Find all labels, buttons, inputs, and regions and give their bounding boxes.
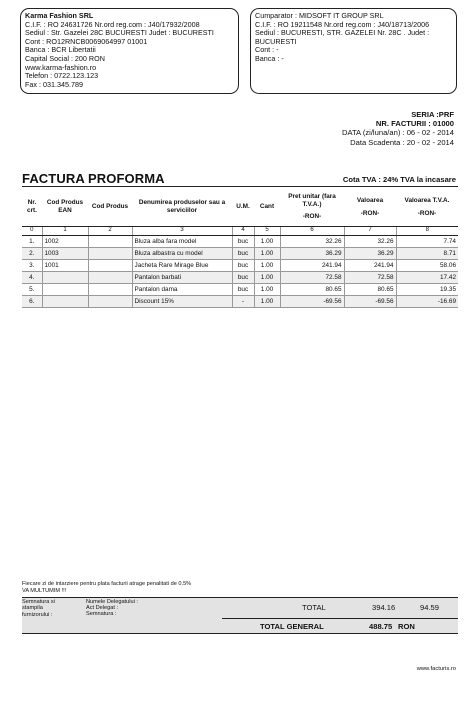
header-denumire: Denumirea produselor sau a serviciilor <box>138 199 226 214</box>
invoice-series: SERIA :PRF <box>411 110 454 119</box>
cell-cant: 1.00 <box>254 283 280 295</box>
header-pret-ron: -RON- <box>302 213 322 221</box>
general-total-label: TOTAL GENERAL <box>260 622 324 631</box>
cell-um: buc <box>232 271 254 283</box>
table-row <box>22 271 458 283</box>
supplier-box <box>20 8 239 94</box>
invoice-due-date: Data Scadenta : 20 - 02 - 2014 <box>350 138 454 147</box>
cell-nr: 6. <box>22 295 42 307</box>
col-num: 8 <box>396 227 458 236</box>
cell-nr: 2. <box>22 247 42 259</box>
cell-cant: 1.00 <box>254 259 280 271</box>
document-title: FACTURA PROFORMA <box>22 171 165 186</box>
col-num: 5 <box>254 227 280 236</box>
cell-pret: -69.56 <box>280 295 344 307</box>
client-cif: C.I.F. : RO 19211548 Nr.ord reg.com : J40/18713/2006 <box>255 19 430 29</box>
supplier-signature-label: Semnatura si stampila furnizorului : <box>22 599 55 618</box>
header-val-ron: -RON- <box>360 209 380 217</box>
cell-denumire: Jacheta Rare Mirage Blue <box>132 259 232 271</box>
delegate-signature-label: Semnatura : <box>86 611 117 617</box>
cell-cant: 1.00 <box>254 235 280 247</box>
cell-nr: 3. <box>22 259 42 271</box>
col-num: 4 <box>232 227 254 236</box>
supplier-website: www.karma-fashion.ro <box>25 62 97 72</box>
cell-pret: 32.26 <box>280 235 344 247</box>
totals-footer <box>22 597 458 634</box>
cell-cod <box>88 283 132 295</box>
cell-tva: 19.35 <box>396 283 458 295</box>
cell-denumire: Bluza albastra cu model <box>132 247 232 259</box>
client-account: Cont : - <box>255 45 279 55</box>
cell-tva: 58.06 <box>396 259 458 271</box>
col-num: 3 <box>132 227 232 236</box>
cell-cant: 1.00 <box>254 271 280 283</box>
cell-pret: 80.65 <box>280 283 344 295</box>
cell-ean: 1001 <box>42 259 88 271</box>
client-name: Cumparator : MIDSOFT IT GROUP SRL <box>255 11 384 20</box>
supplier-fax: Fax : 031.345.789 <box>25 79 83 89</box>
cell-tva: 8.71 <box>396 247 458 259</box>
supplier-bank: Banca : BCR Libertatii <box>25 45 96 55</box>
invoice-date: DATA (zi/luna/an) : 06 - 02 - 2014 <box>342 128 454 137</box>
header-pret-label: Pret unitar (fara T.V.A.) <box>288 193 336 208</box>
header-tva-label: Valoarea T.V.A. <box>404 196 450 204</box>
col-num: 7 <box>344 227 396 236</box>
cell-denumire: Pantalon barbati <box>132 271 232 283</box>
cell-um: buc <box>232 283 254 295</box>
supplier-phone: Telefon : 0722.123.123 <box>25 71 99 81</box>
penalty-text: Fiecare zi de intarziere pentru plata facturii atrage penalitati de 0.5% <box>22 581 192 587</box>
supplier-capital: Capital Social : 200 RON <box>25 53 105 63</box>
supplier-cif: C.I.F. : RO 24631726 Nr.ord reg.com : J40/17932/2008 <box>25 19 200 29</box>
cell-cod <box>88 271 132 283</box>
cell-cod <box>88 259 132 271</box>
thanks-text: VA MULTUMIM !!! <box>22 587 67 594</box>
delegate-act-label: Act Delegat : <box>86 605 119 611</box>
column-numbers <box>22 227 458 236</box>
delegate-name-label: Numele Delegatului : <box>86 599 138 605</box>
supplier-name: Karma Fashion SRL <box>25 11 94 20</box>
cell-denumire: Pantalon dama <box>132 283 232 295</box>
cell-um: buc <box>232 247 254 259</box>
cell-pret: 72.58 <box>280 271 344 283</box>
cell-um: buc <box>232 235 254 247</box>
cell-nr: 5. <box>22 283 42 295</box>
header-nr: Nr. crt. <box>27 199 37 214</box>
total-value: 394.16 <box>372 603 396 612</box>
client-box <box>250 8 457 94</box>
invoice-number: NR. FACTURII : 01000 <box>375 119 454 128</box>
cell-ean <box>42 271 88 283</box>
website-link[interactable]: www.facturis.ro <box>416 666 456 672</box>
cell-cod <box>88 247 132 259</box>
client-bank: Banca : - <box>255 53 284 63</box>
header-tva <box>396 188 458 227</box>
col-num: 1 <box>42 227 88 236</box>
cell-pret: 241.94 <box>280 259 344 271</box>
items-table <box>22 188 458 308</box>
cell-tva: -16.69 <box>396 295 458 307</box>
cell-val: 72.58 <box>344 271 396 283</box>
cell-um: buc <box>232 259 254 271</box>
cell-tva: 7.74 <box>396 235 458 247</box>
cell-val: 241.94 <box>344 259 396 271</box>
total-label: TOTAL <box>302 603 326 612</box>
payment-note <box>22 581 191 594</box>
cell-ean <box>42 283 88 295</box>
header-val <box>344 188 396 227</box>
header-val-label: Valoarea <box>356 196 384 204</box>
tva-info: Cota TVA : 24% TVA la incasare <box>342 175 456 184</box>
cell-cant: 1.00 <box>254 247 280 259</box>
header-um: U.M. <box>236 203 250 211</box>
cell-cod <box>88 235 132 247</box>
client-address: Sediul : BUCURESTI, STR. GAZELEI Nr. 28C . Judet : <box>255 28 430 38</box>
header-cod: Cod Produs <box>91 203 129 211</box>
col-num: 0 <box>22 227 42 236</box>
supplier-address: Sediul : Str. Gazelei 28C BUCURESTI Judet : BUCURESTI <box>25 28 214 38</box>
cell-ean <box>42 295 88 307</box>
cell-pret: 36.29 <box>280 247 344 259</box>
cell-cant: 1.00 <box>254 295 280 307</box>
cell-nr: 1. <box>22 235 42 247</box>
client-county: BUCURESTI <box>255 36 297 46</box>
table-header <box>22 188 458 227</box>
cell-tva: 17.42 <box>396 271 458 283</box>
header-tva-ron: -RON- <box>417 209 437 217</box>
cell-val: 32.26 <box>344 235 396 247</box>
table-row <box>22 295 458 307</box>
col-num: 6 <box>280 227 344 236</box>
totals-divider <box>222 618 458 619</box>
cell-nr: 4. <box>22 271 42 283</box>
header-ean: Cod Produs EAN <box>46 199 84 214</box>
cell-val: 36.29 <box>344 247 396 259</box>
total-tva: 94.59 <box>420 603 440 612</box>
cell-ean: 1002 <box>42 235 88 247</box>
table-row <box>22 283 458 295</box>
cell-denumire: Bluza alba fara model <box>132 235 232 247</box>
header-cant: Cant <box>259 203 275 211</box>
col-num: 2 <box>88 227 132 236</box>
title-rule <box>22 186 458 187</box>
header-pret <box>280 188 344 227</box>
cell-val: 80.65 <box>344 283 396 295</box>
cell-ean: 1003 <box>42 247 88 259</box>
table-row <box>22 235 458 247</box>
supplier-account: Cont : RO12RNCB0069064997 01001 <box>25 36 148 46</box>
cell-denumire: Discount 15% <box>132 295 232 307</box>
cell-cod <box>88 295 132 307</box>
cell-um: - <box>232 295 254 307</box>
general-total-value: 488.75 <box>369 622 393 631</box>
table-row <box>22 259 458 271</box>
general-total-currency: RON <box>398 622 415 631</box>
table-row <box>22 247 458 259</box>
cell-val: -69.56 <box>344 295 396 307</box>
